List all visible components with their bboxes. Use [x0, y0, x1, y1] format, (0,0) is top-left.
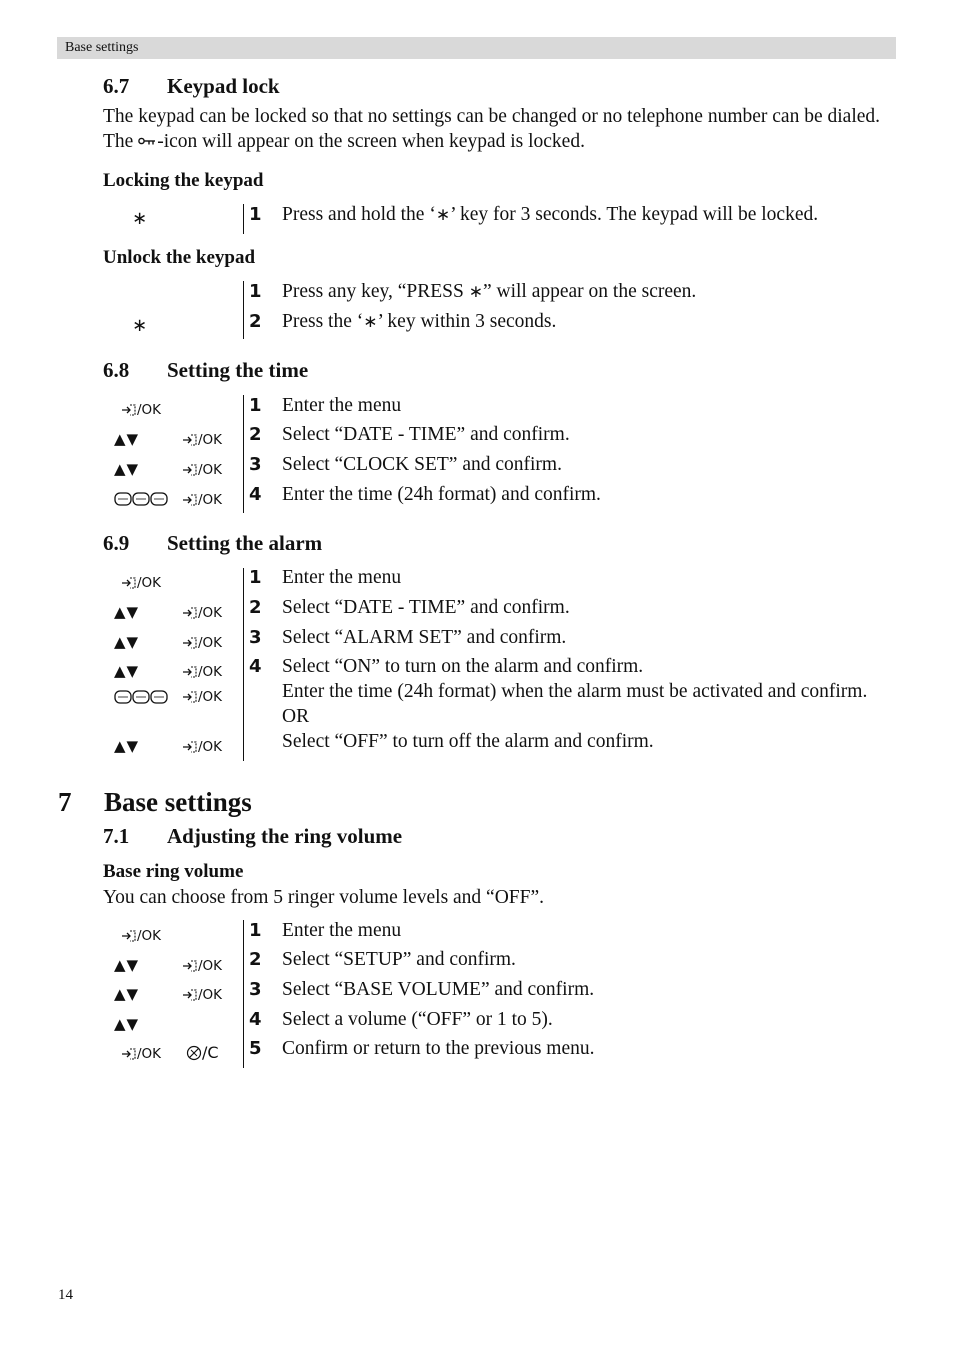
chapter-7-heading: [58, 787, 252, 818]
number-keys-icon: [114, 492, 168, 511]
ok-key-icon: [121, 1046, 161, 1062]
step-text: Confirm or return to the previous menu.: [282, 1038, 595, 1059]
step-text: Enter the menu: [282, 567, 402, 588]
lock-step-1-text: [282, 204, 818, 226]
ok-key-icon: [121, 402, 161, 418]
star-key-icon: ∗: [132, 315, 148, 336]
up-down-arrow-icon: ▲▼: [114, 603, 140, 621]
section-number: 6.9: [103, 531, 130, 555]
step-text: Select “CLOCK SET” and confirm.: [282, 454, 562, 475]
step-number: 1: [249, 567, 262, 588]
base-ring-volume-heading: Base ring volume: [103, 861, 244, 882]
step-number: 1: [249, 281, 262, 302]
step-divider: [243, 395, 244, 513]
section-6-7-heading: [103, 74, 280, 99]
step-number: 1: [249, 395, 262, 416]
section-number: 6.8: [103, 358, 130, 382]
step-text: Enter the menu: [282, 920, 402, 941]
ok-key-icon: [121, 575, 161, 591]
step-number: 5: [249, 1038, 262, 1059]
step-text-post: ” will appear on the screen.: [482, 281, 697, 302]
intro-line-2-pre: The: [103, 131, 139, 152]
step-divider: [243, 920, 244, 1068]
step-divider: [243, 281, 244, 339]
step-text-pre: Press any key, “PRESS: [282, 281, 469, 302]
section-number: 6.7: [103, 74, 130, 98]
step-text: Select “SETUP” and confirm.: [282, 949, 516, 970]
ok-key-label: /OK: [198, 987, 223, 1003]
ok-key-icon: [182, 432, 222, 448]
step-text-pre: Press the ‘: [282, 311, 364, 332]
step-text: Select “DATE - TIME” and confirm.: [282, 597, 570, 618]
up-down-arrow-icon: ▲▼: [114, 1015, 140, 1033]
cancel-key-icon: [186, 1045, 219, 1061]
step-text: Select “ALARM SET” and confirm.: [282, 627, 567, 648]
step-divider: [243, 568, 244, 761]
star-key-icon: ∗: [435, 205, 451, 225]
step-number: 2: [249, 311, 262, 332]
ok-key-icon: [182, 987, 222, 1003]
step-text: Enter the time (24h format) and confirm.: [282, 484, 601, 505]
ok-key-icon: [182, 739, 222, 755]
section-title: Keypad lock: [167, 74, 280, 98]
star-key-icon: ∗: [132, 208, 148, 229]
ok-key-label: /OK: [198, 635, 223, 651]
step-divider: [243, 204, 244, 234]
cancel-key-label: /C: [202, 1043, 219, 1062]
ok-key-label: /OK: [137, 1046, 162, 1062]
up-down-arrow-icon: ▲▼: [114, 460, 140, 478]
up-down-arrow-icon: ▲▼: [114, 662, 140, 680]
alarm-time-text: Enter the time (24h format) when the alarm must be activated and confirm.: [282, 681, 868, 702]
intro-line-2-post: -icon will appear on the screen when keypad is locked.: [157, 131, 585, 152]
up-down-arrow-icon: ▲▼: [114, 985, 140, 1003]
step-number: 2: [249, 949, 262, 970]
alarm-off-text: Select “OFF” to turn off the alarm and confirm.: [282, 731, 654, 752]
step-text-post: ’ key within 3 seconds.: [377, 311, 557, 332]
unlock-step-2-text: [282, 311, 556, 333]
ok-key-label: /OK: [137, 575, 162, 591]
chapter-title: Base settings: [104, 787, 252, 817]
section-6-9-heading: [103, 531, 322, 556]
step-number: 3: [249, 454, 262, 475]
step-text: Select “DATE - TIME” and confirm.: [282, 424, 570, 445]
or-text: OR: [282, 706, 310, 727]
ok-key-label: /OK: [198, 958, 223, 974]
step-text: Select “ON” to turn on the alarm and confirm.: [282, 656, 644, 677]
up-down-arrow-icon: ▲▼: [114, 737, 140, 755]
step-text-pre: Press and hold the ‘: [282, 204, 436, 225]
up-down-arrow-icon: ▲▼: [114, 956, 140, 974]
step-number: 3: [249, 627, 262, 648]
step-text: Enter the menu: [282, 395, 402, 416]
star-key-icon: ∗: [468, 282, 483, 302]
chapter-number: 7: [58, 787, 72, 817]
locking-heading: Locking the keypad: [103, 170, 264, 191]
up-down-arrow-icon: ▲▼: [114, 430, 140, 448]
step-number: 4: [249, 1009, 262, 1030]
step-text: Select a volume (“OFF” or 1 to 5).: [282, 1009, 553, 1030]
ok-key-label: /OK: [198, 462, 223, 478]
section-6-8-heading: [103, 358, 308, 383]
step-number: 2: [249, 424, 262, 445]
ok-key-label: /OK: [198, 664, 223, 680]
ok-key-icon: [121, 928, 161, 944]
step-text-post: ’ key for 3 seconds. The keypad will be locked.: [450, 204, 819, 225]
ring-volume-intro: You can choose from 5 ringer volume levels and “OFF”.: [103, 887, 545, 908]
ok-key-icon: [182, 462, 222, 478]
section-title: Adjusting the ring volume: [167, 824, 403, 848]
ok-key-label: /OK: [198, 432, 223, 448]
unlock-heading: Unlock the keypad: [103, 247, 256, 268]
section-7-1-heading: [103, 824, 402, 849]
page-number: 14: [58, 1287, 73, 1303]
up-down-arrow-icon: ▲▼: [114, 633, 140, 651]
star-key-icon: ∗: [363, 312, 378, 332]
running-header-title: Base settings: [65, 40, 139, 55]
ok-key-label: /OK: [198, 492, 223, 508]
ok-key-icon: [182, 958, 222, 974]
step-number: 4: [249, 484, 262, 505]
intro-line-2: [103, 131, 585, 153]
ok-key-label: /OK: [198, 739, 223, 755]
ok-key-label: /OK: [198, 605, 223, 621]
ok-key-icon: [182, 492, 222, 508]
ok-key-label: /OK: [137, 402, 162, 418]
section-title: Setting the time: [167, 358, 309, 382]
ok-key-icon: [182, 635, 222, 651]
ok-key-label: /OK: [137, 928, 162, 944]
ok-key-icon: [182, 664, 222, 680]
step-number: 4: [249, 656, 262, 677]
intro-line-1: The keypad can be locked so that no settings can be changed or no telephone number can be dialed.: [103, 106, 881, 127]
ok-key-icon: [182, 689, 222, 705]
step-number: 2: [249, 597, 262, 618]
unlock-step-1-text: [282, 281, 696, 303]
section-number: 7.1: [103, 824, 130, 848]
number-keys-icon: [114, 690, 168, 709]
step-number: 3: [249, 979, 262, 1000]
ok-key-icon: [182, 605, 222, 621]
key-icon: [138, 136, 157, 146]
running-header: [57, 37, 896, 59]
ok-key-label: /OK: [198, 689, 223, 705]
step-number: 1: [249, 920, 262, 941]
step-text: Select “BASE VOLUME” and confirm.: [282, 979, 595, 1000]
section-title: Setting the alarm: [167, 531, 323, 555]
step-number: 1: [249, 204, 262, 225]
